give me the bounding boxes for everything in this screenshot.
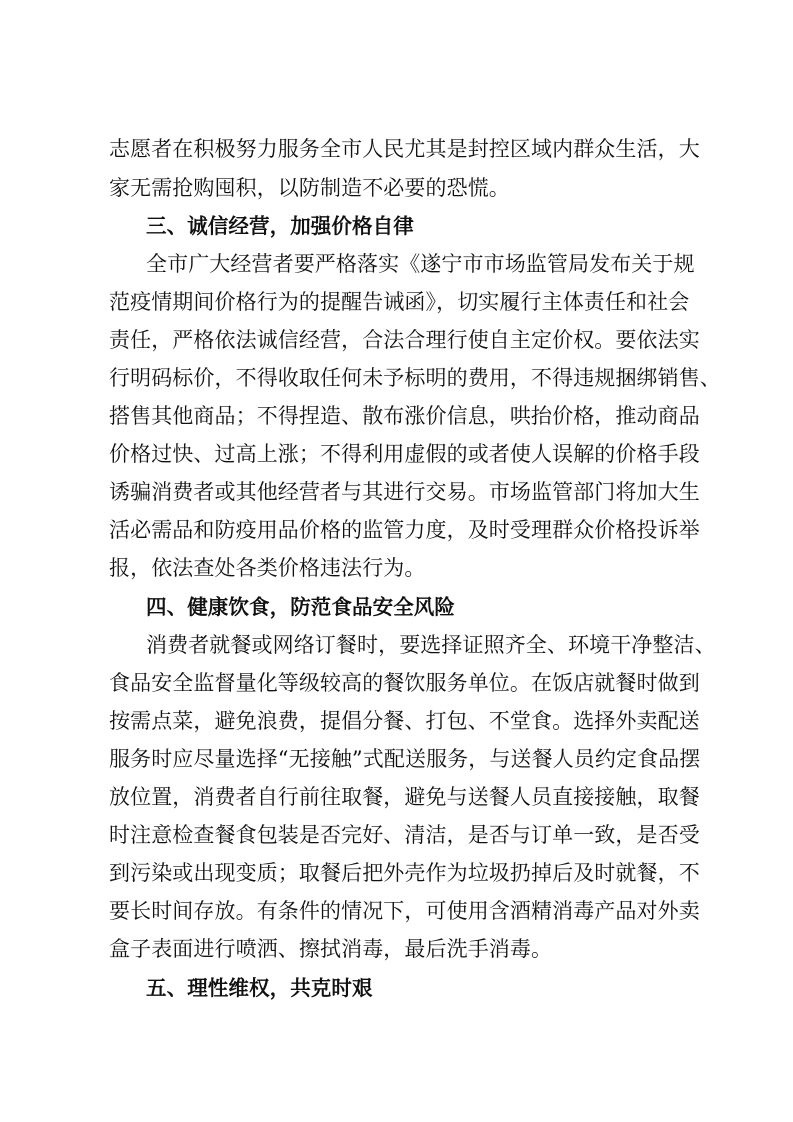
paragraph-line: 责任，严格依法诚信经营，合法合理行使自主定价权。要依法实 (109, 328, 700, 352)
paragraph-line: 要长时间存放。有条件的情况下，可使用含酒精消毒产品对外卖 (109, 899, 700, 923)
section-heading: 五、理性维权，共克时艰 (146, 976, 373, 1000)
paragraph-line: 价格过快、过高上涨；不得利用虚假的或者使人误解的价格手段 (109, 442, 700, 466)
paragraph-line: 报，依法查处各类价格违法行为。 (109, 556, 426, 580)
paragraph-line: 消费者就餐或网络订餐时，要选择证照齐全、环境干净整洁、 (146, 633, 716, 657)
paragraph-line: 活必需品和防疫用品价格的监管力度，及时受理群众价格投诉举 (109, 518, 700, 542)
paragraph-line: 搭售其他商品；不得捏造、散布涨价信息，哄抬价格，推动商品 (109, 404, 700, 428)
paragraph-line: 盒子表面进行喷洒、擦拭消毒，最后洗手消毒。 (109, 937, 553, 961)
paragraph-line: 食品安全监督量化等级较高的餐饮服务单位。在饭店就餐时做到 (109, 671, 700, 695)
paragraph-line: 全市广大经营者要严格落实《遂宁市市场监管局发布关于规 (146, 252, 695, 276)
paragraph-line: 志愿者在积极努力服务全市人民尤其是封控区域内群众生活，大 (109, 137, 700, 161)
section-heading: 三、诚信经营，加强价格自律 (146, 214, 414, 238)
paragraph-line: 放位置，消费者自行前往取餐，避免与送餐人员直接接触，取餐 (109, 785, 700, 809)
paragraph-line: 时注意检查餐食包装是否完好、清洁，是否与订单一致，是否受 (109, 823, 700, 847)
paragraph-line: 行明码标价，不得收取任何未予标明的费用，不得违规捆绑销售、 (109, 366, 721, 390)
paragraph-line: 按需点菜，避免浪费，提倡分餐、打包、不堂食。选择外卖配送 (109, 709, 700, 733)
paragraph-line: 范疫情期间价格行为的提醒告诫函》，切实履行主体责任和社会 (109, 290, 690, 314)
paragraph-line: 服务时应尽量选择“无接触”式配送服务，与送餐人员约定食品摆 (109, 747, 701, 771)
paragraph-line: 诱骗消费者或其他经营者与其进行交易。市场监管部门将加大生 (109, 480, 700, 504)
paragraph-line: 到污染或出现变质；取餐后把外壳作为垃圾扔掉后及时就餐，不 (109, 861, 700, 885)
paragraph-line: 家无需抢购囤积，以防制造不必要的恐慌。 (109, 176, 510, 200)
section-heading: 四、健康饮食，防范食品安全风险 (146, 595, 455, 619)
